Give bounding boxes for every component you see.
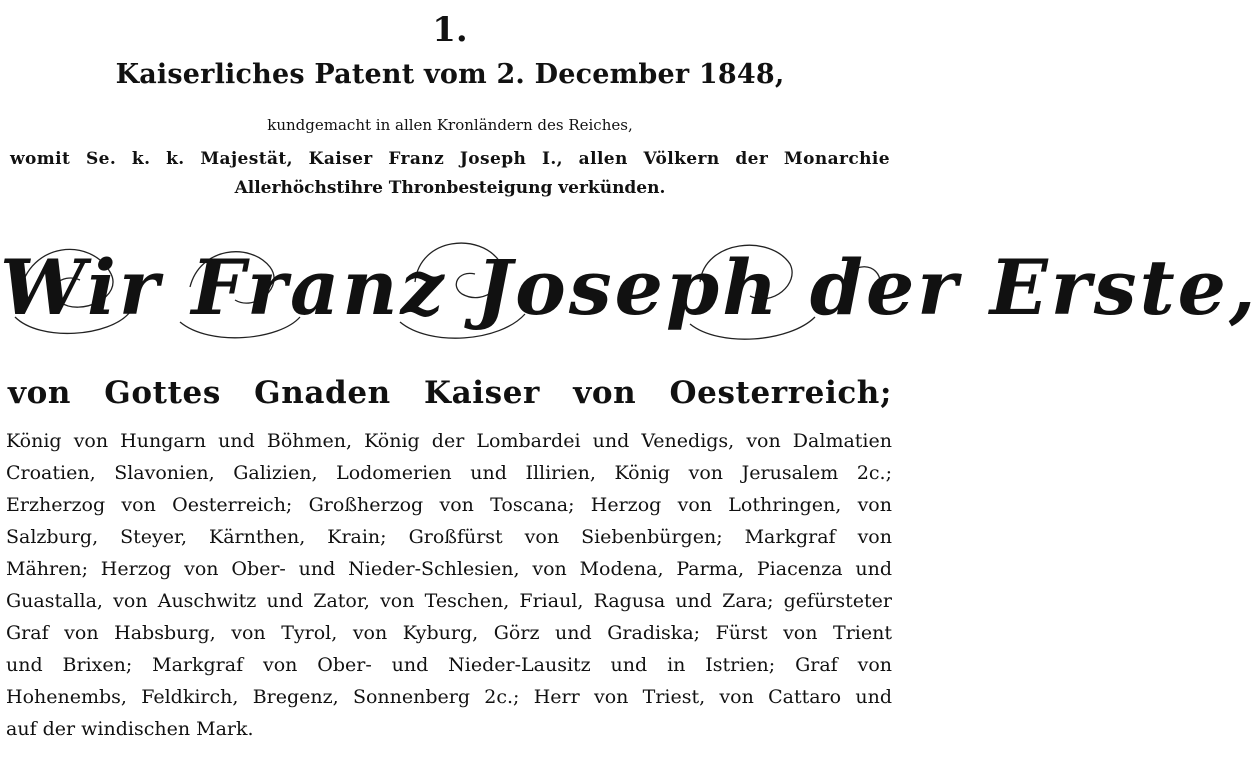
titles-line-7: Graf von Habsburg, von Tyrol, von Kyburg, Görz und Gradiska; Fürst von Trient — [6, 622, 892, 644]
grace-line: von Gottes Gnaden Kaiser von Oesterreich; — [8, 375, 892, 411]
document-subtitle: kundgemacht in allen Kronländern des Reiches, — [267, 116, 633, 134]
intro-line-1: womit Se. k. k. Majestät, Kaiser Franz Joseph I., allen Völkern der Monarchie — [10, 149, 890, 169]
titles-line-10: auf der windischen Mark. — [6, 718, 254, 740]
titles-line-3: Erzherzog von Oesterreich; Großherzog von Toscana; Herzog von Lothringen, von — [6, 494, 892, 516]
titles-line-1: König von Hungarn und Böhmen, König der Lombardei und Venedigs, von Dalmatien — [6, 430, 892, 452]
titles-line-4: Salzburg, Steyer, Kärnthen, Krain; Großfürst von Siebenbürgen; Markgraf von — [6, 526, 892, 548]
titles-line-9: Hohenembs, Feldkirch, Bregenz, Sonnenberg 2c.; Herr von Triest, von Cattaro und — [6, 686, 892, 708]
banner-heading: Wir Franz Joseph der Erste, — [0, 243, 1258, 332]
titles-line-8: und Brixen; Markgraf von Ober- und Nieder-Lausitz und in Istrien; Graf von — [6, 654, 892, 676]
titles-line-6: Guastalla, von Auschwitz und Zator, von Teschen, Friaul, Ragusa und Zara; gefürsteter — [6, 590, 892, 612]
document-title: Kaiserliches Patent vom 2. December 1848, — [115, 59, 785, 90]
titles-line-2: Croatien, Slavonien, Galizien, Lodomerien und Illirien, König von Jerusalem 2c.; — [6, 462, 892, 484]
ornamental-banner — [0, 222, 1258, 352]
titles-line-5: Mähren; Herzog von Ober- und Nieder-Schlesien, von Modena, Parma, Piacenza und — [6, 558, 892, 580]
intro-line-2: Allerhöchstihre Thronbesteigung verkünden. — [234, 178, 666, 198]
document-number: 1. — [432, 10, 468, 50]
